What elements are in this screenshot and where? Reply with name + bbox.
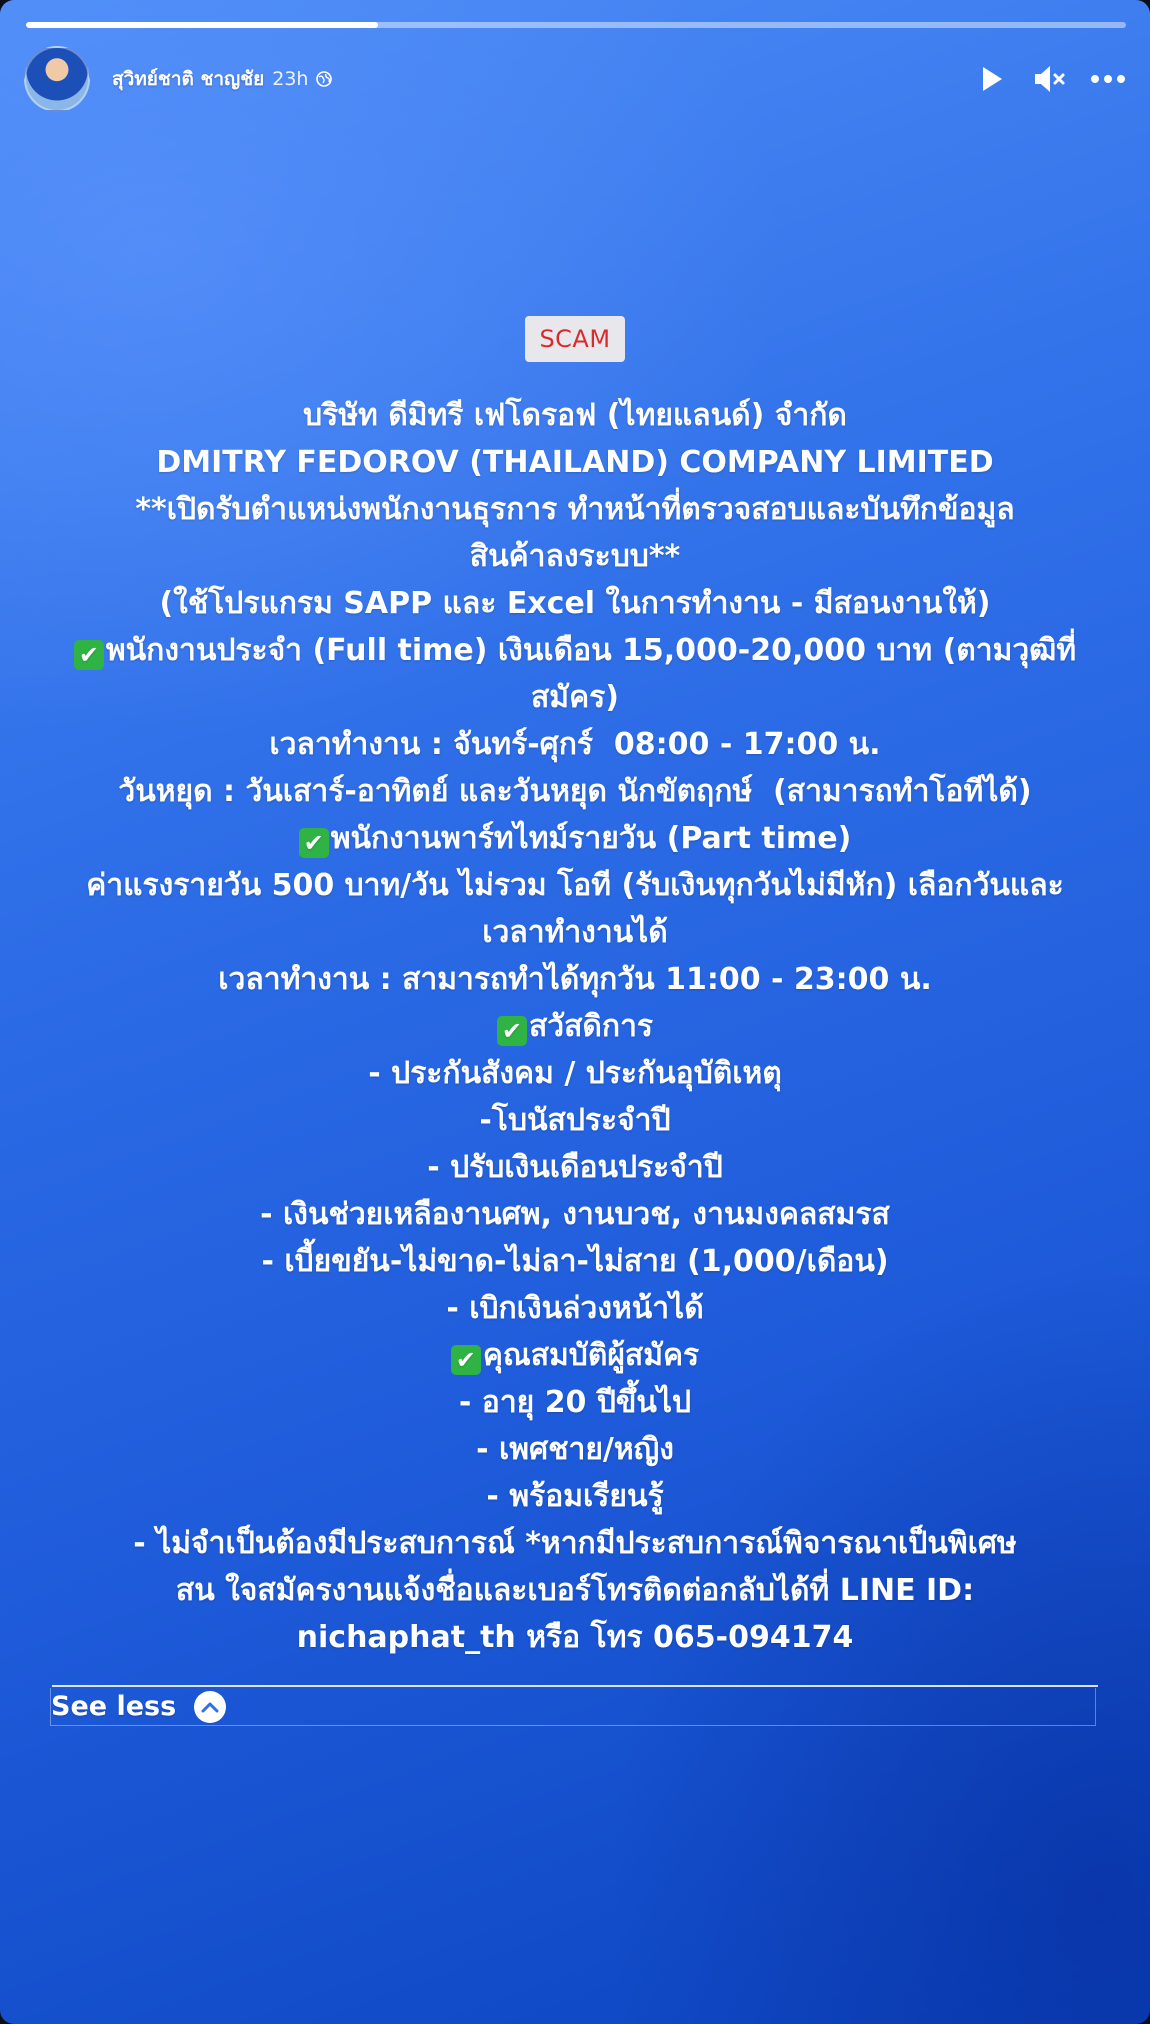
story-header (24, 46, 1126, 112)
caption-parttime-wage: ค่าแรงรายวัน 500 บาท/วัน ไม่รวม โอที (รับเงินทุกวันไม่มีหัก) เลือกวันและ (86, 868, 1064, 903)
caption-qualification-item: - เพศชาย/หญิง (476, 1432, 674, 1467)
post-time: 23h (272, 68, 309, 90)
caption-qualifications-heading (50, 1332, 1100, 1379)
scam-badge: SCAM (525, 316, 624, 362)
story-controls (974, 61, 1126, 97)
check-mark-icon: ✔ (497, 1016, 527, 1046)
see-less-label: See less (51, 1691, 177, 1722)
caption-contact-line-2: nichaphat_th หรือ โทร 065-094174 (296, 1620, 854, 1655)
story-progress-bar (26, 22, 1126, 28)
caption-software: (ใช้โปรแกรม SAPP และ Excel ในการทำงาน - มีสอนงานให้) (159, 586, 991, 621)
avatar[interactable] (24, 46, 90, 112)
caption-benefits-heading (50, 1003, 1100, 1050)
caption-parttime-text: พนักงานพาร์ทไทม์รายวัน (Part time) (330, 821, 852, 856)
caption-fulltime-heading (50, 627, 1100, 674)
caption-company-thai: บริษัท ดีมิทรี เฟโดรอฟ (ไทยแลนด์) จำกัด (303, 398, 847, 433)
caption-parttime-heading (50, 815, 1100, 862)
caption-benefit-item: - ประกันสังคม / ประกันอุบัติเหตุ (368, 1056, 782, 1091)
caption-benefits-text: สวัสดิการ (528, 1009, 654, 1044)
caption-benefit-item: - เงินช่วยเหลืองานศพ, งานบวช, งานมงคลสมรส (260, 1197, 890, 1232)
caption-qualifications-text: คุณสมบัติผู้สมัคร (482, 1338, 700, 1373)
check-mark-icon: ✔ (74, 640, 104, 670)
caption-qualification-item: - พร้อมเรียนรู้ (486, 1479, 664, 1514)
caption-company-english: DMITRY FEDOROV (THAILAND) COMPANY LIMITED (156, 445, 994, 480)
caption-fulltime-cont: สมัคร) (531, 680, 619, 715)
globe-icon (316, 71, 332, 87)
caption-divider (52, 1685, 1098, 1687)
caption-parttime-wage-cont: เวลาทำงานได้ (482, 915, 668, 950)
caption-benefit-item: - เบิกเงินล่วงหน้าได้ (446, 1291, 704, 1326)
scam-badge-row (0, 316, 1150, 362)
story-caption (50, 392, 1100, 1661)
caption-holidays: วันหยุด : วันเสาร์-อาทิตย์ และวันหยุด นักขัตฤกษ์ (สามารถทำโอทีได้) (118, 774, 1032, 809)
caption-benefit-item: - เบี้ยขยัน-ไม่ขาด-ไม่ลา-ไม่สาย (1,000/เดือน) (261, 1244, 889, 1279)
caption-position-line-2: สินค้าลงระบบ** (469, 539, 681, 574)
caption-qualification-item: - ไม่จำเป็นต้องมีประสบการณ์ *หากมีประสบการณ์พิจารณาเป็นพิเศษ (133, 1526, 1017, 1561)
caption-qualification-item: - อายุ 20 ปีขึ้นไป (458, 1385, 692, 1420)
caption-parttime-hours: เวลาทำงาน : สามารถทำได้ทุกวัน 11:00 - 23:00 น. (218, 962, 932, 997)
caption-contact-line-1: สน ใจสมัครงานแจ้งชื่อและเบอร์โทรติดต่อกลับได้ที่ LINE ID: (175, 1573, 975, 1608)
author-name[interactable]: สุวิทย์ชาติ ชาญชัย (112, 68, 265, 90)
see-less-button[interactable] (50, 1688, 1096, 1726)
check-mark-icon: ✔ (299, 828, 329, 858)
play-icon[interactable] (974, 61, 1010, 97)
caption-benefit-item: - ปรับเงินเดือนประจำปี (427, 1150, 723, 1185)
caption-fulltime-text: พนักงานประจำ (Full time) เงินเดือน 15,000-20,000 บาท (ตามวุฒิที่ (105, 633, 1077, 668)
caption-position-line-1: **เปิดรับตำแหน่งพนักงานธุรการ ทำหน้าที่ตรวจสอบและบันทึกข้อมูล (135, 492, 1015, 527)
story-progress-fill (26, 22, 378, 28)
check-mark-icon: ✔ (451, 1345, 481, 1375)
volume-muted-icon[interactable] (1032, 61, 1068, 97)
chevron-up-icon (194, 1691, 226, 1723)
caption-fulltime-hours: เวลาทำงาน : จันทร์-ศุกร์ 08:00 - 17:00 น. (269, 727, 881, 762)
more-icon[interactable] (1090, 61, 1126, 97)
caption-benefit-item: -โบนัสประจำปี (479, 1103, 671, 1138)
